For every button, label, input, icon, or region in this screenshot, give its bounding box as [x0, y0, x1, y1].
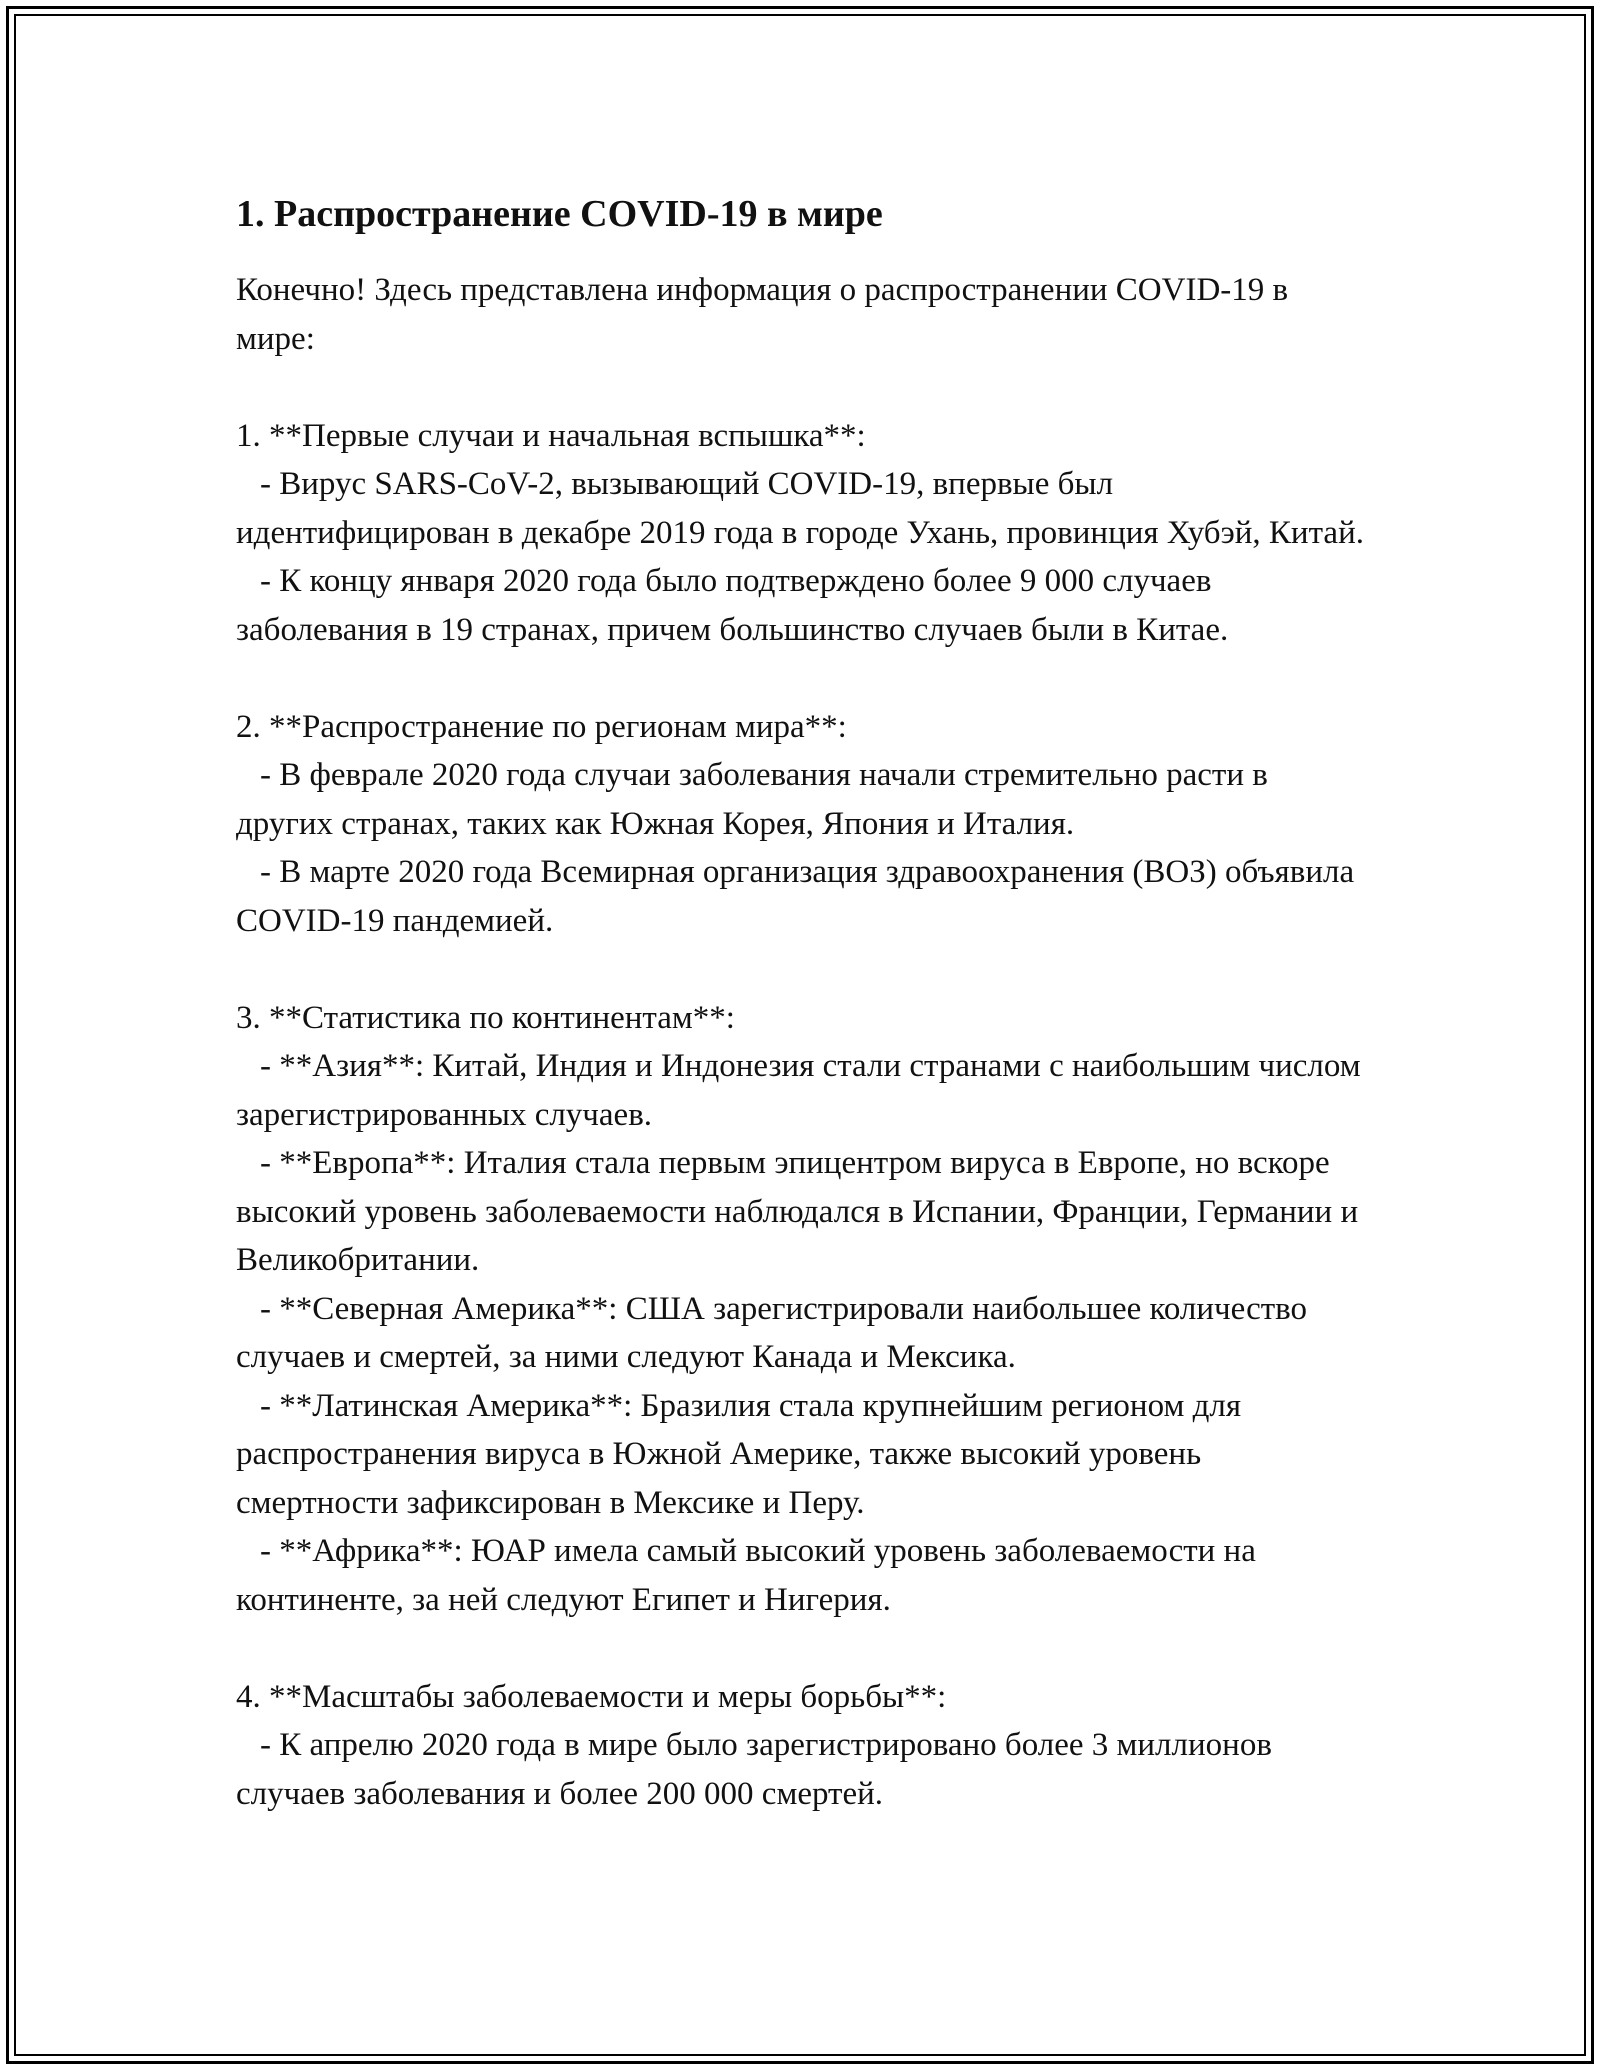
- document-body: [236, 190, 1366, 1818]
- section-first-cases: [236, 412, 1366, 655]
- bullet-item: - В феврале 2020 года случаи заболевания начали стремительно расти в других странах, таких как Южная Корея, Япония и Италия.: [236, 757, 1268, 842]
- bullet-item: - К концу января 2020 года было подтверждено более 9 000 случаев заболевания в 19 странах, причем большинство случаев были в Китае.: [236, 563, 1229, 648]
- bullet-item: - **Африка**: ЮАР имела самый высокий уровень заболеваемости на континенте, за ней следуют Египет и Нигерия.: [236, 1533, 1256, 1618]
- intro-paragraph: Конечно! Здесь представлена информация о распространении COVID-19 в мире:: [236, 272, 1289, 357]
- section-continent-stats: [236, 994, 1366, 1625]
- section-regional-spread: [236, 703, 1366, 946]
- bullet-item: - Вирус SARS-CoV-2, вызывающий COVID-19, впервые был идентифицирован в декабре 2019 года в городе Ухань, провинция Хубэй, Китай.: [236, 466, 1364, 551]
- bullet-item: - **Европа**: Италия стала первым эпицентром вируса в Европе, но вскоре высокий уровень заболеваемости наблюдался в Испании, Франции, Германии и Великобритании.: [236, 1145, 1359, 1278]
- section-heading: 2. **Распространение по регионам мира**:: [236, 708, 847, 745]
- section-heading: 1. **Первые случаи и начальная вспышка**:: [236, 417, 866, 454]
- section-heading: 3. **Статистика по континентам**:: [236, 999, 735, 1036]
- bullet-item: - **Азия**: Китай, Индия и Индонезия стали странами с наибольшим числом зарегистрированных случаев.: [236, 1048, 1361, 1133]
- section-heading: 4. **Масштабы заболеваемости и меры борьбы**:: [236, 1678, 947, 1715]
- bullet-item: - К апрелю 2020 года в мире было зарегистрировано более 3 миллионов случаев заболевания и более 200 000 смертей.: [236, 1727, 1272, 1812]
- section-scale-measures: [236, 1673, 1366, 1819]
- document-title: 1. Распространение COVID-19 в мире: [236, 193, 883, 235]
- bullet-item: - **Северная Америка**: США зарегистрировали наибольшее количество случаев и смертей, за ними следуют Канада и Мексика.: [236, 1290, 1308, 1375]
- bullet-item: - В марте 2020 года Всемирная организация здравоохранения (ВОЗ) объявила COVID-19 пандемией.: [236, 854, 1355, 939]
- bullet-item: - **Латинская Америка**: Бразилия стала крупнейшим регионом для распространения вируса в Южной Америке, также высокий уровень смертности зафиксирован в Мексике и Перу.: [236, 1387, 1242, 1521]
